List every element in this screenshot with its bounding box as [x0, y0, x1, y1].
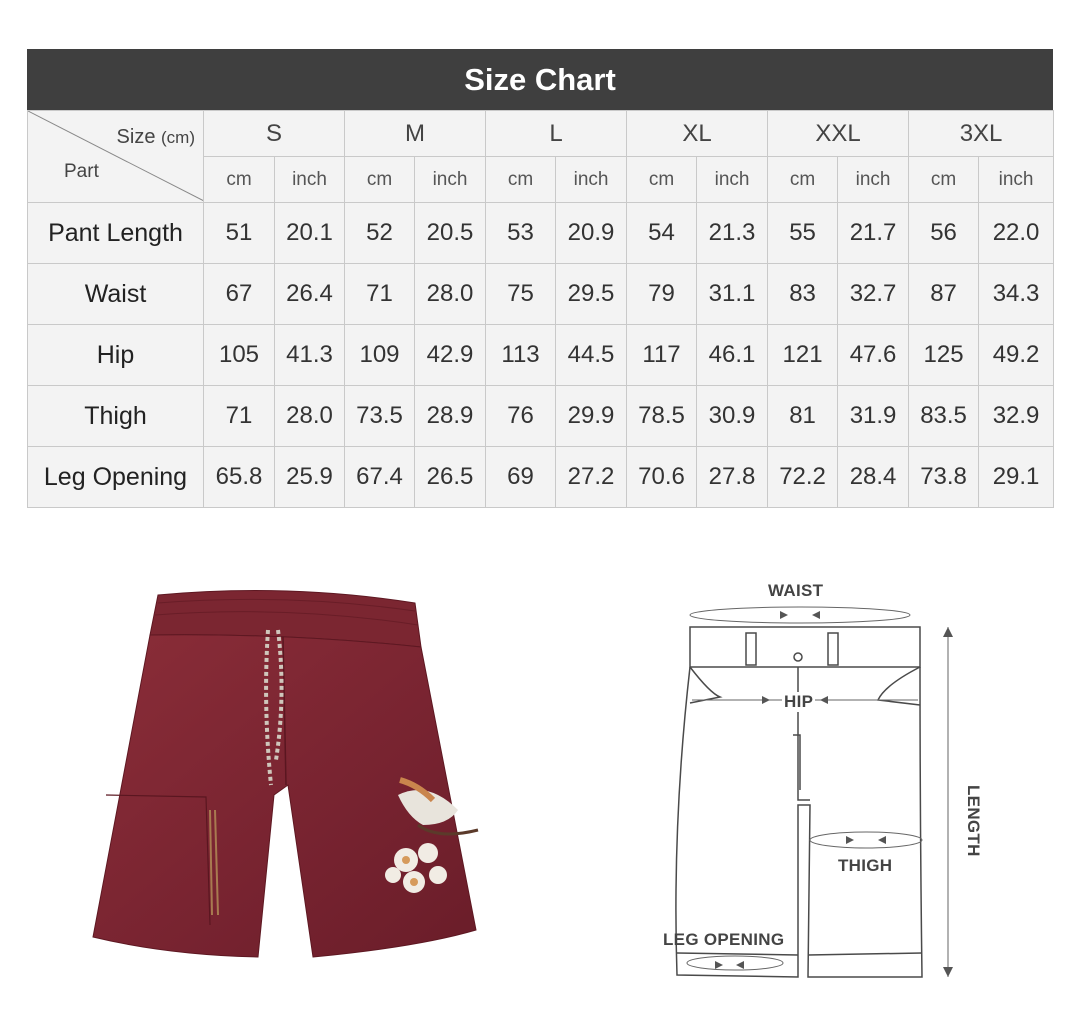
measurement-cell: 46.1: [697, 325, 768, 386]
measurement-cell: 44.5: [556, 325, 627, 386]
waist-label: WAIST: [768, 581, 824, 600]
measurement-cell: 67: [204, 264, 275, 325]
size-header-l: L: [486, 111, 627, 157]
measurement-cell: 71: [345, 264, 415, 325]
measurement-cell: 81: [768, 386, 838, 447]
measurement-cell: 69: [486, 447, 556, 508]
unit-header-inch: inch: [838, 157, 909, 203]
measurement-cell: 47.6: [838, 325, 909, 386]
measurement-cell: 30.9: [697, 386, 768, 447]
measurement-cell: 52: [345, 203, 415, 264]
shorts-photo: [88, 585, 493, 963]
shorts-outline: [650, 575, 990, 985]
measurement-cell: 34.3: [979, 264, 1054, 325]
part-name-cell: Hip: [28, 325, 204, 386]
measurement-cell: 67.4: [345, 447, 415, 508]
measurement-cell: 121: [768, 325, 838, 386]
unit-header-inch: inch: [697, 157, 768, 203]
measurement-cell: 71: [204, 386, 275, 447]
measurement-cell: 27.2: [556, 447, 627, 508]
measurement-cell: 28.0: [275, 386, 345, 447]
measurement-cell: 28.0: [415, 264, 486, 325]
measurement-cell: 20.1: [275, 203, 345, 264]
measurement-cell: 22.0: [979, 203, 1054, 264]
measurement-cell: 53: [486, 203, 556, 264]
part-name-cell: Leg Opening: [28, 447, 204, 508]
measurement-cell: 20.5: [415, 203, 486, 264]
size-header-s: S: [204, 111, 345, 157]
measurement-cell: 70.6: [627, 447, 697, 508]
length-label: LENGTH: [964, 785, 983, 857]
measurement-cell: 109: [345, 325, 415, 386]
unit-header-cm: cm: [627, 157, 697, 203]
measurement-cell: 51: [204, 203, 275, 264]
unit-header-cm: cm: [204, 157, 275, 203]
measurement-cell: 105: [204, 325, 275, 386]
measurement-cell: 125: [909, 325, 979, 386]
measurement-cell: 73.8: [909, 447, 979, 508]
corner-diagonal: [28, 111, 204, 201]
measurement-cell: 76: [486, 386, 556, 447]
unit-header-cm: cm: [345, 157, 415, 203]
size-table: [27, 110, 1054, 508]
size-chart: [27, 49, 1053, 508]
measurement-diagram: [650, 575, 990, 985]
measurement-cell: 65.8: [204, 447, 275, 508]
measurement-cell: 83.5: [909, 386, 979, 447]
size-header-xl: XL: [627, 111, 768, 157]
measurement-cell: 54: [627, 203, 697, 264]
unit-header-inch: inch: [415, 157, 486, 203]
part-name-cell: Waist: [28, 264, 204, 325]
measurement-cell: 27.8: [697, 447, 768, 508]
table-corner-header: [28, 111, 204, 203]
measurement-cell: 117: [627, 325, 697, 386]
measurement-cell: 42.9: [415, 325, 486, 386]
part-name-cell: Thigh: [28, 386, 204, 447]
measurement-cell: 26.5: [415, 447, 486, 508]
table-row: [28, 325, 1054, 386]
measurement-cell: 28.9: [415, 386, 486, 447]
part-axis-label: Part: [64, 161, 99, 182]
measurement-cell: 31.9: [838, 386, 909, 447]
unit-header-cm: cm: [486, 157, 556, 203]
measurement-cell: 32.7: [838, 264, 909, 325]
measurement-cell: 72.2: [768, 447, 838, 508]
measurement-cell: 25.9: [275, 447, 345, 508]
measurement-cell: 113: [486, 325, 556, 386]
unit-header-inch: inch: [275, 157, 345, 203]
unit-header-inch: inch: [979, 157, 1054, 203]
unit-header-cm: cm: [768, 157, 838, 203]
measurement-cell: 28.4: [838, 447, 909, 508]
thigh-label: THIGH: [838, 856, 893, 875]
measurement-cell: 21.7: [838, 203, 909, 264]
size-header-xxl: XXL: [768, 111, 909, 157]
measurement-cell: 49.2: [979, 325, 1054, 386]
measurement-cell: 29.9: [556, 386, 627, 447]
measurement-cell: 78.5: [627, 386, 697, 447]
measurement-cell: 75: [486, 264, 556, 325]
measurement-cell: 56: [909, 203, 979, 264]
table-row: [28, 264, 1054, 325]
leg-opening-label: LEG OPENING: [663, 930, 785, 949]
size-header-m: M: [345, 111, 486, 157]
measurement-cell: 29.5: [556, 264, 627, 325]
hip-label: HIP: [784, 692, 814, 711]
measurement-cell: 29.1: [979, 447, 1054, 508]
measurement-cell: 31.1: [697, 264, 768, 325]
measurement-cell: 73.5: [345, 386, 415, 447]
part-name-cell: Pant Length: [28, 203, 204, 264]
measurement-cell: 83: [768, 264, 838, 325]
size-axis-label: Size (cm): [116, 126, 195, 148]
measurement-cell: 55: [768, 203, 838, 264]
table-row: [28, 447, 1054, 508]
measurement-cell: 21.3: [697, 203, 768, 264]
size-header-3xl: 3XL: [909, 111, 1054, 157]
unit-header-inch: inch: [556, 157, 627, 203]
table-row: [28, 386, 1054, 447]
unit-header-cm: cm: [909, 157, 979, 203]
measurement-cell: 26.4: [275, 264, 345, 325]
measurement-cell: 20.9: [556, 203, 627, 264]
table-row: [28, 203, 1054, 264]
size-chart-title: Size Chart: [27, 49, 1053, 110]
measurement-cell: 79: [627, 264, 697, 325]
measurement-cell: 32.9: [979, 386, 1054, 447]
measurement-cell: 41.3: [275, 325, 345, 386]
measurement-cell: 87: [909, 264, 979, 325]
